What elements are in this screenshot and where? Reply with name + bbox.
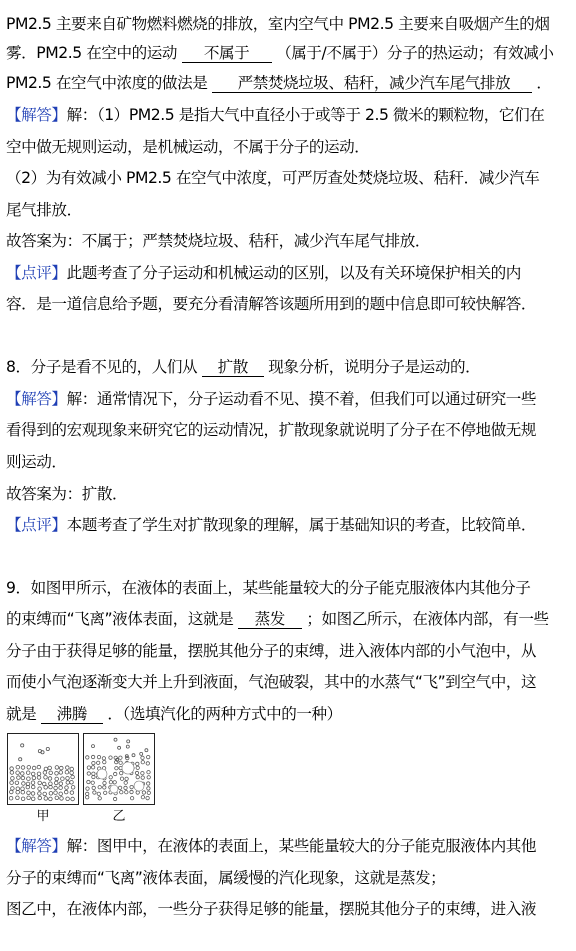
q9-solution-line-1 [6,836,536,856]
figure-boiling [83,733,155,805]
q8-solution-line-3: 则运动． [6,453,67,471]
q7-comment-line-1 [6,263,521,283]
q8-comment-text-1: 本题考查了学生对扩散现象的理解，属于基础知识的考查，比较简单． [66,516,537,534]
q7-text-line-2-post: （属于/不属于）分子的热运动；有效减小 [276,44,554,62]
q7-solution-tag: 【解答】 [6,106,67,124]
q9-question-line-5-pre: 就是 [6,705,37,723]
q7-comment-tag: 【点评】 [6,264,67,282]
q9-question-line-5-post: ．（选填汽化的两种方式中的一种） [107,705,342,723]
q8-solution-line-2: 看得到的宏观现象来研究它的运动情况，扩散现象就说明了分子在不停地做无规 [6,421,537,439]
q9-question-line-5 [6,704,342,724]
q7-answer-blank-1: 不属于 [182,44,272,63]
q9-solution-line-2: 分子的束缚而“飞离”液体表面，属缓慢的汽化现象，这就是蒸发； [6,869,446,887]
q9-question-line-2-post: ；如图乙所示，在液体内部，有一些 [306,610,549,628]
q7-solution-text-1: 解：（1）PM2.5 是指大气中直径小于或等于 2.5 微米的颗粒物，它们在 [66,106,545,124]
q7-solution-line-1 [6,105,544,125]
q9-answer-blank-1: 蒸发 [238,610,302,629]
q8-solution-tag: 【解答】 [6,390,67,408]
q9-answer-blank-2: 沸腾 [41,705,103,724]
q8-question-post: 现象分析，说明分子是运动的． [268,358,481,376]
q8-answer-blank: 扩散 [202,358,264,377]
q9-solution-tag: 【解答】 [6,837,67,855]
q9-question-line-2 [6,609,549,629]
q7-text-line-2-pre: 雾．PM2.5 在空中的运动 [6,44,178,62]
figure-evaporation [7,733,79,805]
q9-solution-line-3: 图乙中，在液体内部，一些分子获得足够的能量，摆脱其他分子的束缚，进入液 [6,900,537,918]
figure-evaporation-label: 甲 [36,809,50,824]
q8-solution-text-1: 解：通常情况下，分子运动看不见、摸不着，但我们可以通过研究一些 [66,390,537,408]
q9-question-line-1: 9．如图甲所示，在液体的表面上，某些能量较大的分子能克服液体内其他分子 [6,579,531,597]
q8-question [6,357,480,377]
q7-solution-line-3: （2）为有效减小 PM2.5 在空气中浓度，可严厉查处焚烧垃圾、秸秆．减少汽车 [6,169,540,187]
q7-text-line-3-pre: PM2.5 在空气中浓度的做法是 [6,74,208,92]
q8-question-pre: 8．分子是看不见的，人们从 [6,358,198,376]
q9-solution-text-1: 解：图甲中，在液体的表面上，某些能量较大的分子能克服液体内其他 [66,837,537,855]
q7-comment-text-1: 此题考查了分子运动和机械运动的区别，以及有关环境保护相关的内 [66,264,521,282]
q8-solution-line-1 [6,389,536,409]
q7-answer-blank-2: 严禁焚烧垃圾、秸秆，减少汽车尾气排放 [212,74,532,93]
q8-final-answer: 故答案为：扩散． [6,485,128,503]
q7-text-line-3 [6,73,552,93]
q7-text-line-1: PM2.5 主要来自矿物燃料燃烧的排放，室内空气中 PM2.5 主要来自吸烟产生的烟 [6,15,550,33]
q8-comment-tag: 【点评】 [6,516,67,534]
q7-text-line-3-post: ． [536,74,552,92]
figure-boiling-drawing [84,734,154,804]
q7-solution-line-4: 尾气排放． [6,201,82,219]
q7-comment-line-2: 容．是一道信息给予题，要充分看清解答该题所用到的题中信息即可较快解答． [6,295,537,313]
q9-figures [7,733,167,825]
figure-boiling-label: 乙 [112,809,126,824]
q8-comment-line-1 [6,515,536,535]
figure-evaporation-drawing [8,734,78,804]
q7-text-line-2 [6,43,554,63]
q7-solution-line-2: 空中做无规则运动，是机械运动，不属于分子的运动． [6,138,370,156]
q9-question-line-4: 而使小气泡逐渐变大并上升到液面，气泡破裂，其中的水蒸气“飞”到空气中，这 [6,673,537,691]
q9-question-line-3: 分子由于获得足够的能量，摆脱其他分子的束缚，进入液体内部的小气泡中，从 [6,642,537,660]
q9-question-line-2-pre: 的束缚而“飞离”液体表面，这就是 [6,610,234,628]
q7-final-answer: 故答案为：不属于；严禁焚烧垃圾、秸秆，减少汽车尾气排放． [6,232,431,250]
